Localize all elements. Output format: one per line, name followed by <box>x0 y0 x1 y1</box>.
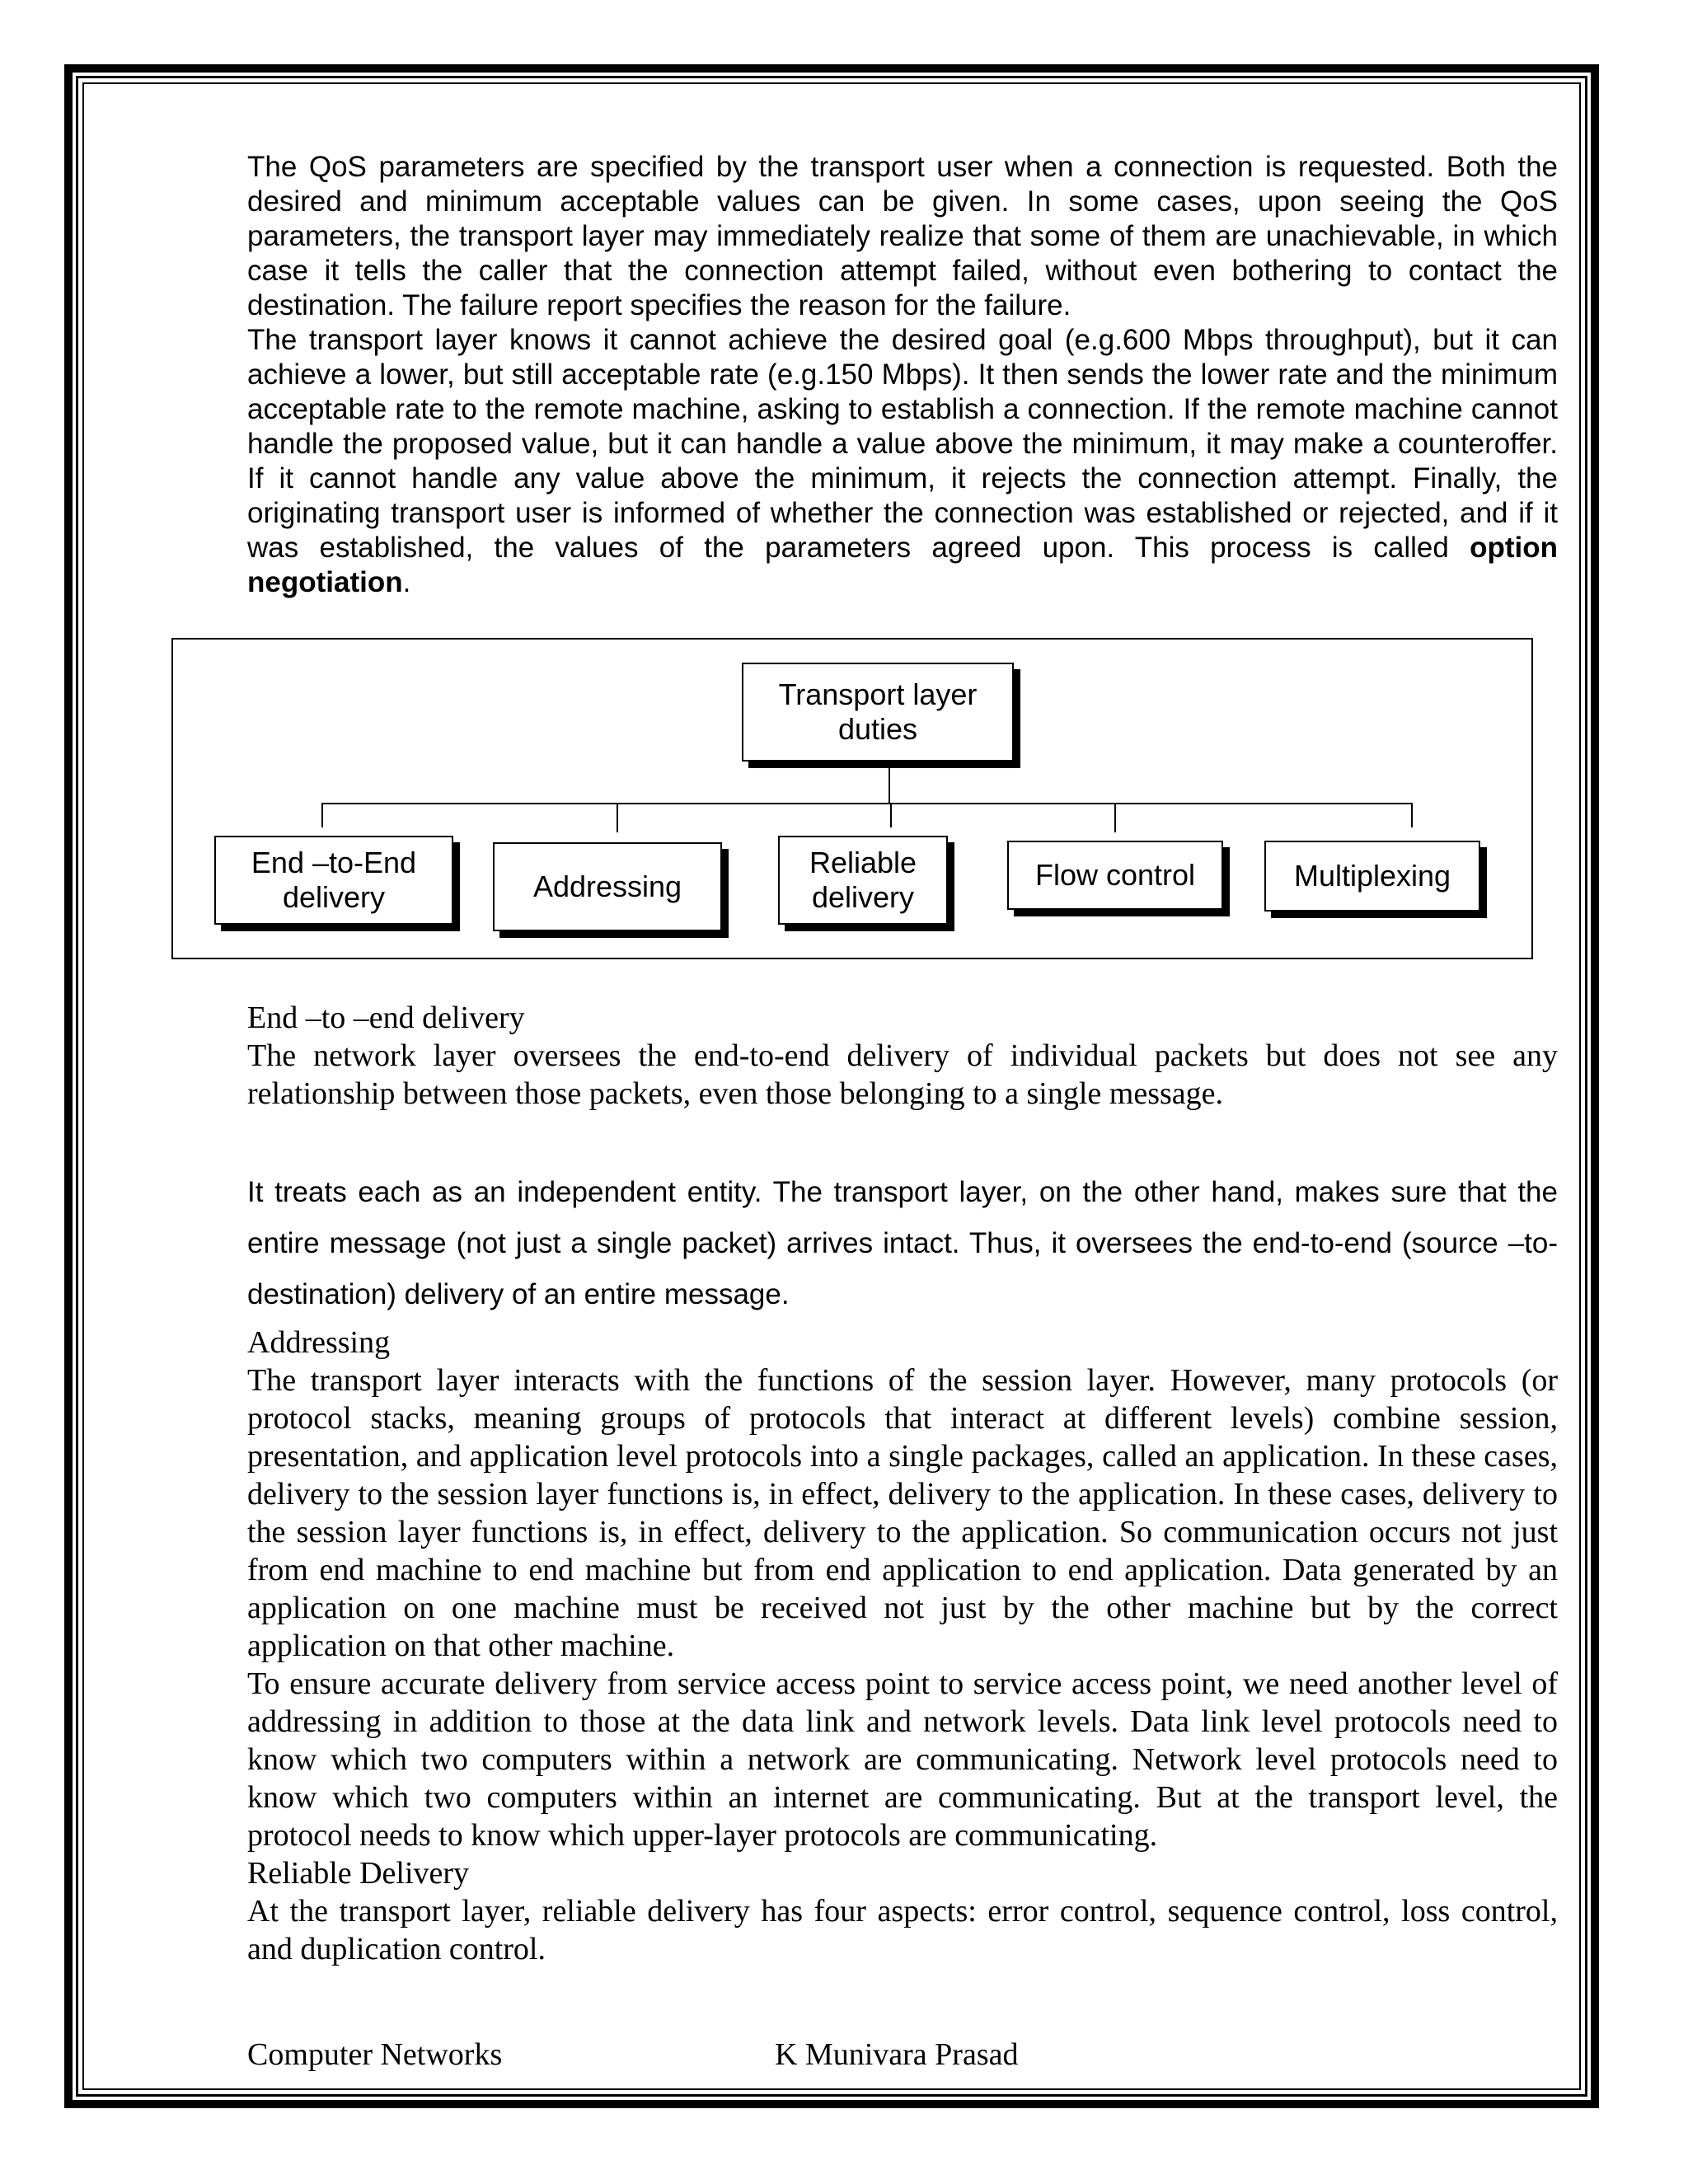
diagram-child-addressing <box>493 842 722 931</box>
end-to-end-paragraph-1: The network layer oversees the end-to-end delivery of individual packets but does not see any relationship between those packets, even those belonging to a single message. <box>247 1038 1558 1111</box>
footer-course: Computer Networks <box>247 2037 503 2072</box>
intro-section <box>247 150 1558 600</box>
option-negotiation-term: option negotiation <box>247 532 1558 598</box>
reliable-delivery-heading: Reliable Delivery <box>247 1856 470 1891</box>
diagram-child-label: Flow control <box>1034 858 1196 892</box>
transport-duties-diagram <box>171 638 1533 959</box>
addressing-paragraph-2: To ensure accurate delivery from service access point to service access point, we need another level of addressing in addition to those at the data link and network levels. Data link level protocols need to know which two computers within a network are communicating. Network level protocols need to know which two computers within an internet are communicating. But at the transport level, the protocol needs to know which upper-layer protocols are communicating. <box>247 1666 1558 1853</box>
addressing-section <box>247 1324 1558 1968</box>
diagram-root-connector <box>889 766 890 804</box>
diagram-child-label: Reliable delivery <box>809 846 917 914</box>
intro-paragraph-2 <box>247 323 1558 600</box>
diagram-connector-2 <box>617 803 618 832</box>
end-to-end-section <box>247 999 1558 1113</box>
diagram-child-reliable-delivery <box>778 836 948 925</box>
intro-paragraph-2-end: . <box>402 566 411 598</box>
diagram-connector-4 <box>1114 803 1116 832</box>
diagram-connector-3 <box>890 803 892 827</box>
diagram-child-flow-control <box>1007 841 1223 910</box>
diagram-root-label: Transport layer duties <box>778 677 978 746</box>
end-to-end-continued <box>247 1167 1558 1320</box>
end-to-end-paragraph-2: It treats each as an independent entity. The transport layer, on the other hand, makes sure that the entire message (not just a single packet) arrives intact. Thus, it oversees the end-to-end (source –to-destination) delivery of an entire message. <box>247 1176 1558 1310</box>
diagram-connector-1 <box>321 803 323 827</box>
diagram-child-label: Multiplexing <box>1293 859 1451 893</box>
end-to-end-heading: End –to –end delivery <box>247 1001 525 1035</box>
diagram-child-label: Addressing <box>532 869 682 903</box>
addressing-paragraph-1: The transport layer interacts with the functions of the session layer. However, many protocols (or protocol stacks, meaning groups of protocols that interact at different levels) combine session, presentation, and application level protocols into a single packages, called an application. In these cases, delivery to the session layer functions is, in effect, delivery to the application. In these cases, delivery to the session layer functions is, in effect, delivery to the application. So communication occurs not just from end machine to end machine but from end application to end application. Data generated by an application on one machine must be received not just by the other machine but by the correct application on that other machine. <box>247 1363 1558 1663</box>
footer-author: K Munivara Prasad <box>775 2037 1019 2072</box>
diagram-child-end-to-end <box>214 836 453 925</box>
addressing-heading: Addressing <box>247 1325 391 1360</box>
intro-paragraph-2-text: The transport layer knows it cannot achieve the desired goal (e.g.600 Mbps throughput), but it can achieve a lower, but still acceptable rate (e.g.150 Mbps). It then sends the lower rate and the minimum acceptable rate to the remote machine, asking to establish a connection. If the remote machine cannot handle the proposed value, but it can handle a value above the minimum, it may make a counteroffer. If it cannot handle any value above the minimum, it rejects the connection attempt. Finally, the originating transport user is informed of whether the connection was established or rejected, and if it was established, the values of the parameters agreed upon. This process is called <box>247 324 1558 564</box>
intro-paragraph-1: The QoS parameters are specified by the transport user when a connection is requested. Both the desired and minimum acceptable values can be given. In some cases, upon seeing the QoS parameters, the transport layer may immediately realize that some of them are unachievable, in which case it tells the caller that the connection attempt failed, without even bothering to contact the destination. The failure report specifies the reason for the failure. <box>247 151 1558 321</box>
diagram-horizontal-line <box>321 803 1413 804</box>
diagram-child-label: End –to-End delivery <box>251 846 417 914</box>
reliable-delivery-paragraph-1: At the transport layer, reliable delivery has four aspects: error control, sequence control, loss control, and duplication control. <box>247 1894 1558 1966</box>
diagram-child-multiplexing <box>1264 841 1480 912</box>
diagram-root-box <box>742 663 1014 762</box>
diagram-connector-5 <box>1411 803 1413 827</box>
